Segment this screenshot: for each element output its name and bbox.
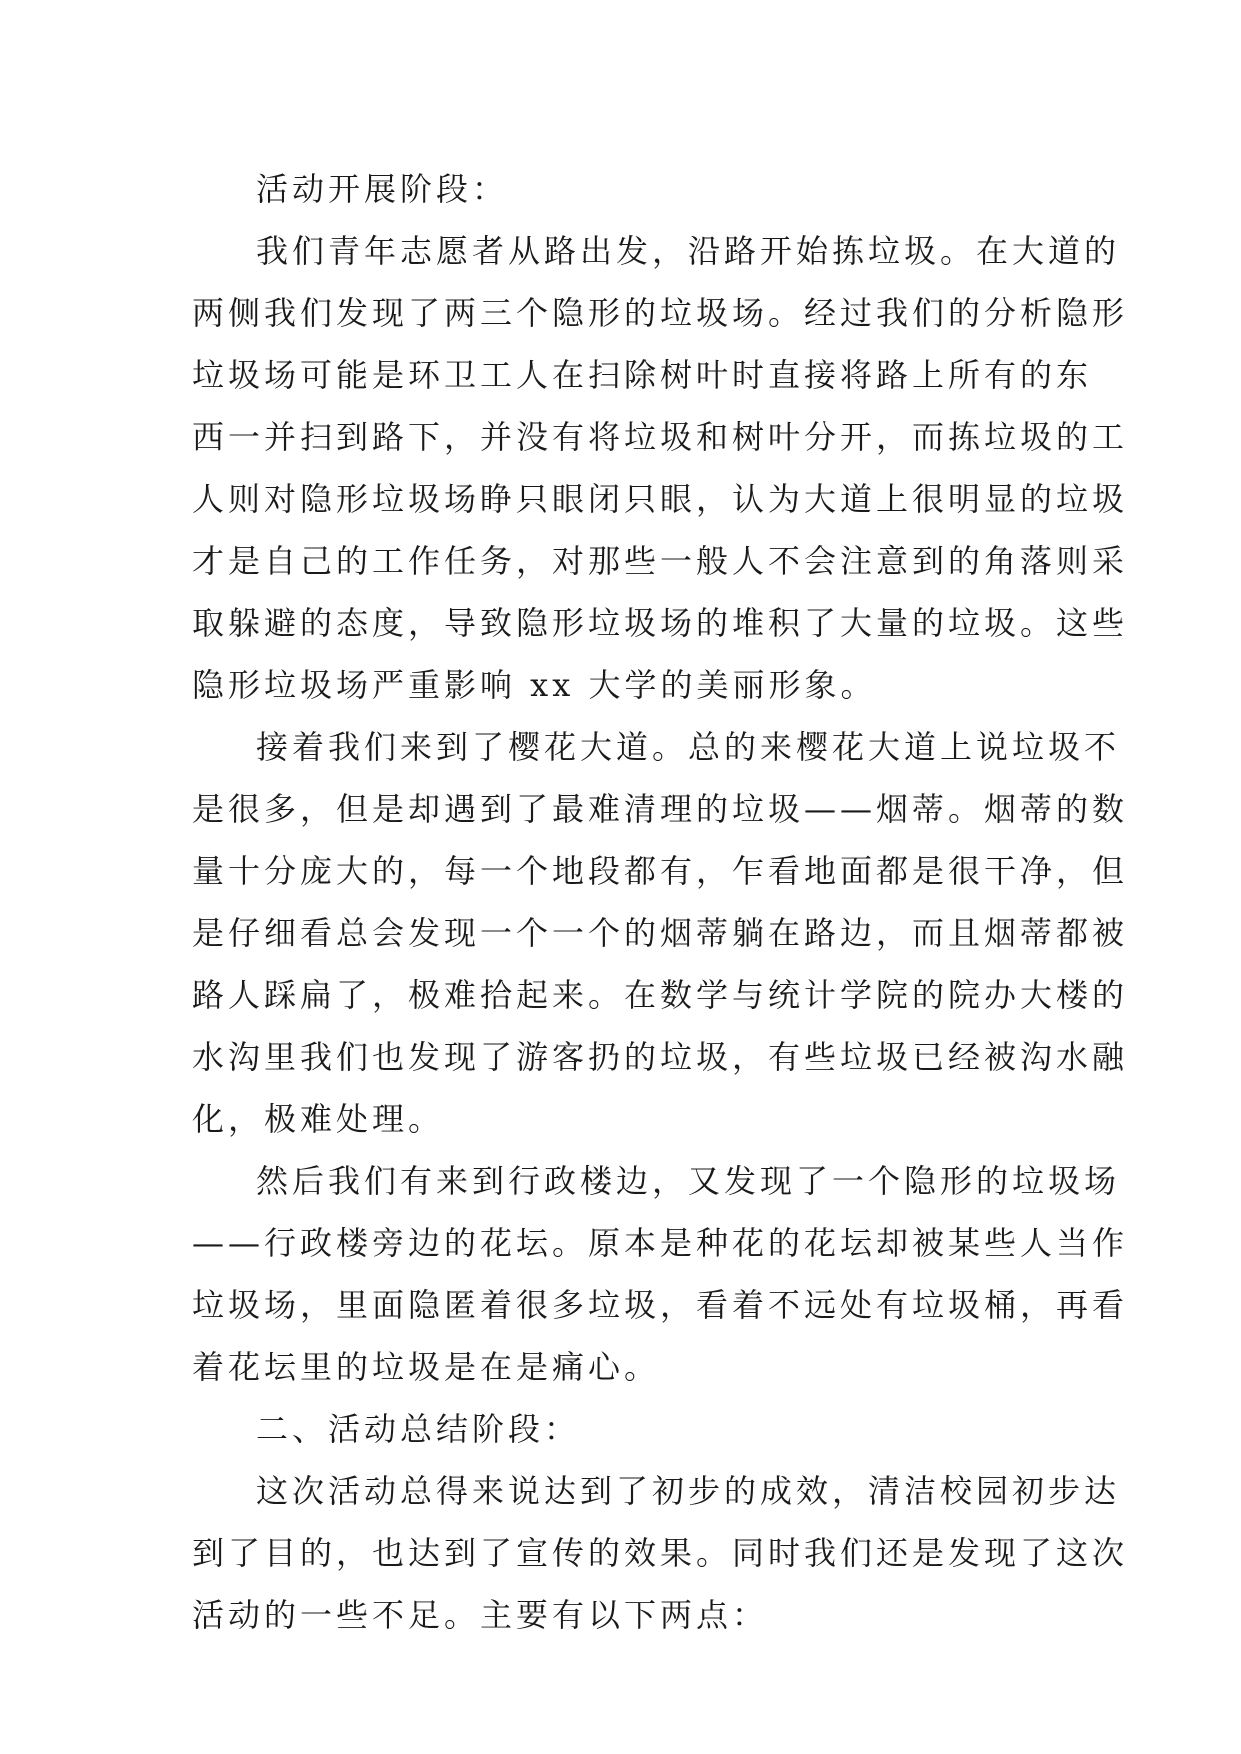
paragraph-2	[192, 716, 1129, 1150]
paragraph-3	[192, 1150, 1129, 1398]
paragraph-line: 量十分庞大的，每一个地段都有，乍看地面都是很干净，但	[192, 852, 1129, 890]
heading-text: 二、活动总结阶段：	[256, 1410, 581, 1448]
paragraph-line: 是仔细看总会发现一个一个的烟蒂躺在路边，而且烟蒂都被	[192, 914, 1129, 952]
paragraph-line: 路人踩扁了，极难拾起来。在数学与统计学院的院办大楼的	[192, 976, 1129, 1014]
section-heading-summary-stage	[192, 1398, 1052, 1460]
paragraph-line: 接着我们来到了樱花大道。总的来樱花大道上说垃圾不	[256, 728, 1121, 766]
section-heading-activity-stage	[192, 158, 1052, 220]
paragraph-line: 两侧我们发现了两三个隐形的垃圾场。经过我们的分析隐形	[192, 294, 1129, 332]
paragraph-line: 水沟里我们也发现了游客扔的垃圾，有些垃圾已经被沟水融	[192, 1038, 1129, 1076]
paragraph-line: 垃圾场，里面隐匿着很多垃圾，看着不远处有垃圾桶，再看	[192, 1286, 1129, 1324]
paragraph-line: ——行政楼旁边的花坛。原本是种花的花坛却被某些人当作	[192, 1224, 1129, 1262]
paragraph-line: 垃圾场可能是环卫工人在扫除树叶时直接将路上所有的东	[192, 356, 1093, 394]
paragraph-line: 取躲避的态度，导致隐形垃圾场的堆积了大量的垃圾。这些	[192, 604, 1129, 642]
paragraph-1	[192, 220, 1129, 716]
paragraph-4	[192, 1460, 1129, 1646]
paragraph-line: 是很多，但是却遇到了最难清理的垃圾——烟蒂。烟蒂的数	[192, 790, 1129, 828]
paragraph-line: 着花坛里的垃圾是在是痛心。	[192, 1348, 661, 1386]
paragraph-line: 西一并扫到路下，并没有将垃圾和树叶分开，而拣垃圾的工	[192, 418, 1129, 456]
paragraph-line: 这次活动总得来说达到了初步的成效，清洁校园初步达	[256, 1472, 1121, 1510]
document-body	[192, 158, 1129, 1646]
paragraph-line: 才是自己的工作任务，对那些一般人不会注意到的角落则采	[192, 542, 1129, 580]
paragraph-line: 隐形垃圾场严重影响 xx 大学的美丽形象。	[192, 666, 877, 704]
paragraph-line: 我们青年志愿者从路出发，沿路开始拣垃圾。在大道的	[256, 232, 1121, 270]
paragraph-line: 化，极难处理。	[192, 1100, 445, 1138]
paragraph-line: 然后我们有来到行政楼边，又发现了一个隐形的垃圾场	[256, 1162, 1121, 1200]
heading-text: 活动开展阶段：	[256, 170, 509, 208]
paragraph-line: 活动的一些不足。主要有以下两点：	[192, 1596, 769, 1634]
paragraph-line: 到了目的，也达到了宣传的效果。同时我们还是发现了这次	[192, 1534, 1129, 1572]
paragraph-line: 人则对隐形垃圾场睁只眼闭只眼，认为大道上很明显的垃圾	[192, 480, 1129, 518]
